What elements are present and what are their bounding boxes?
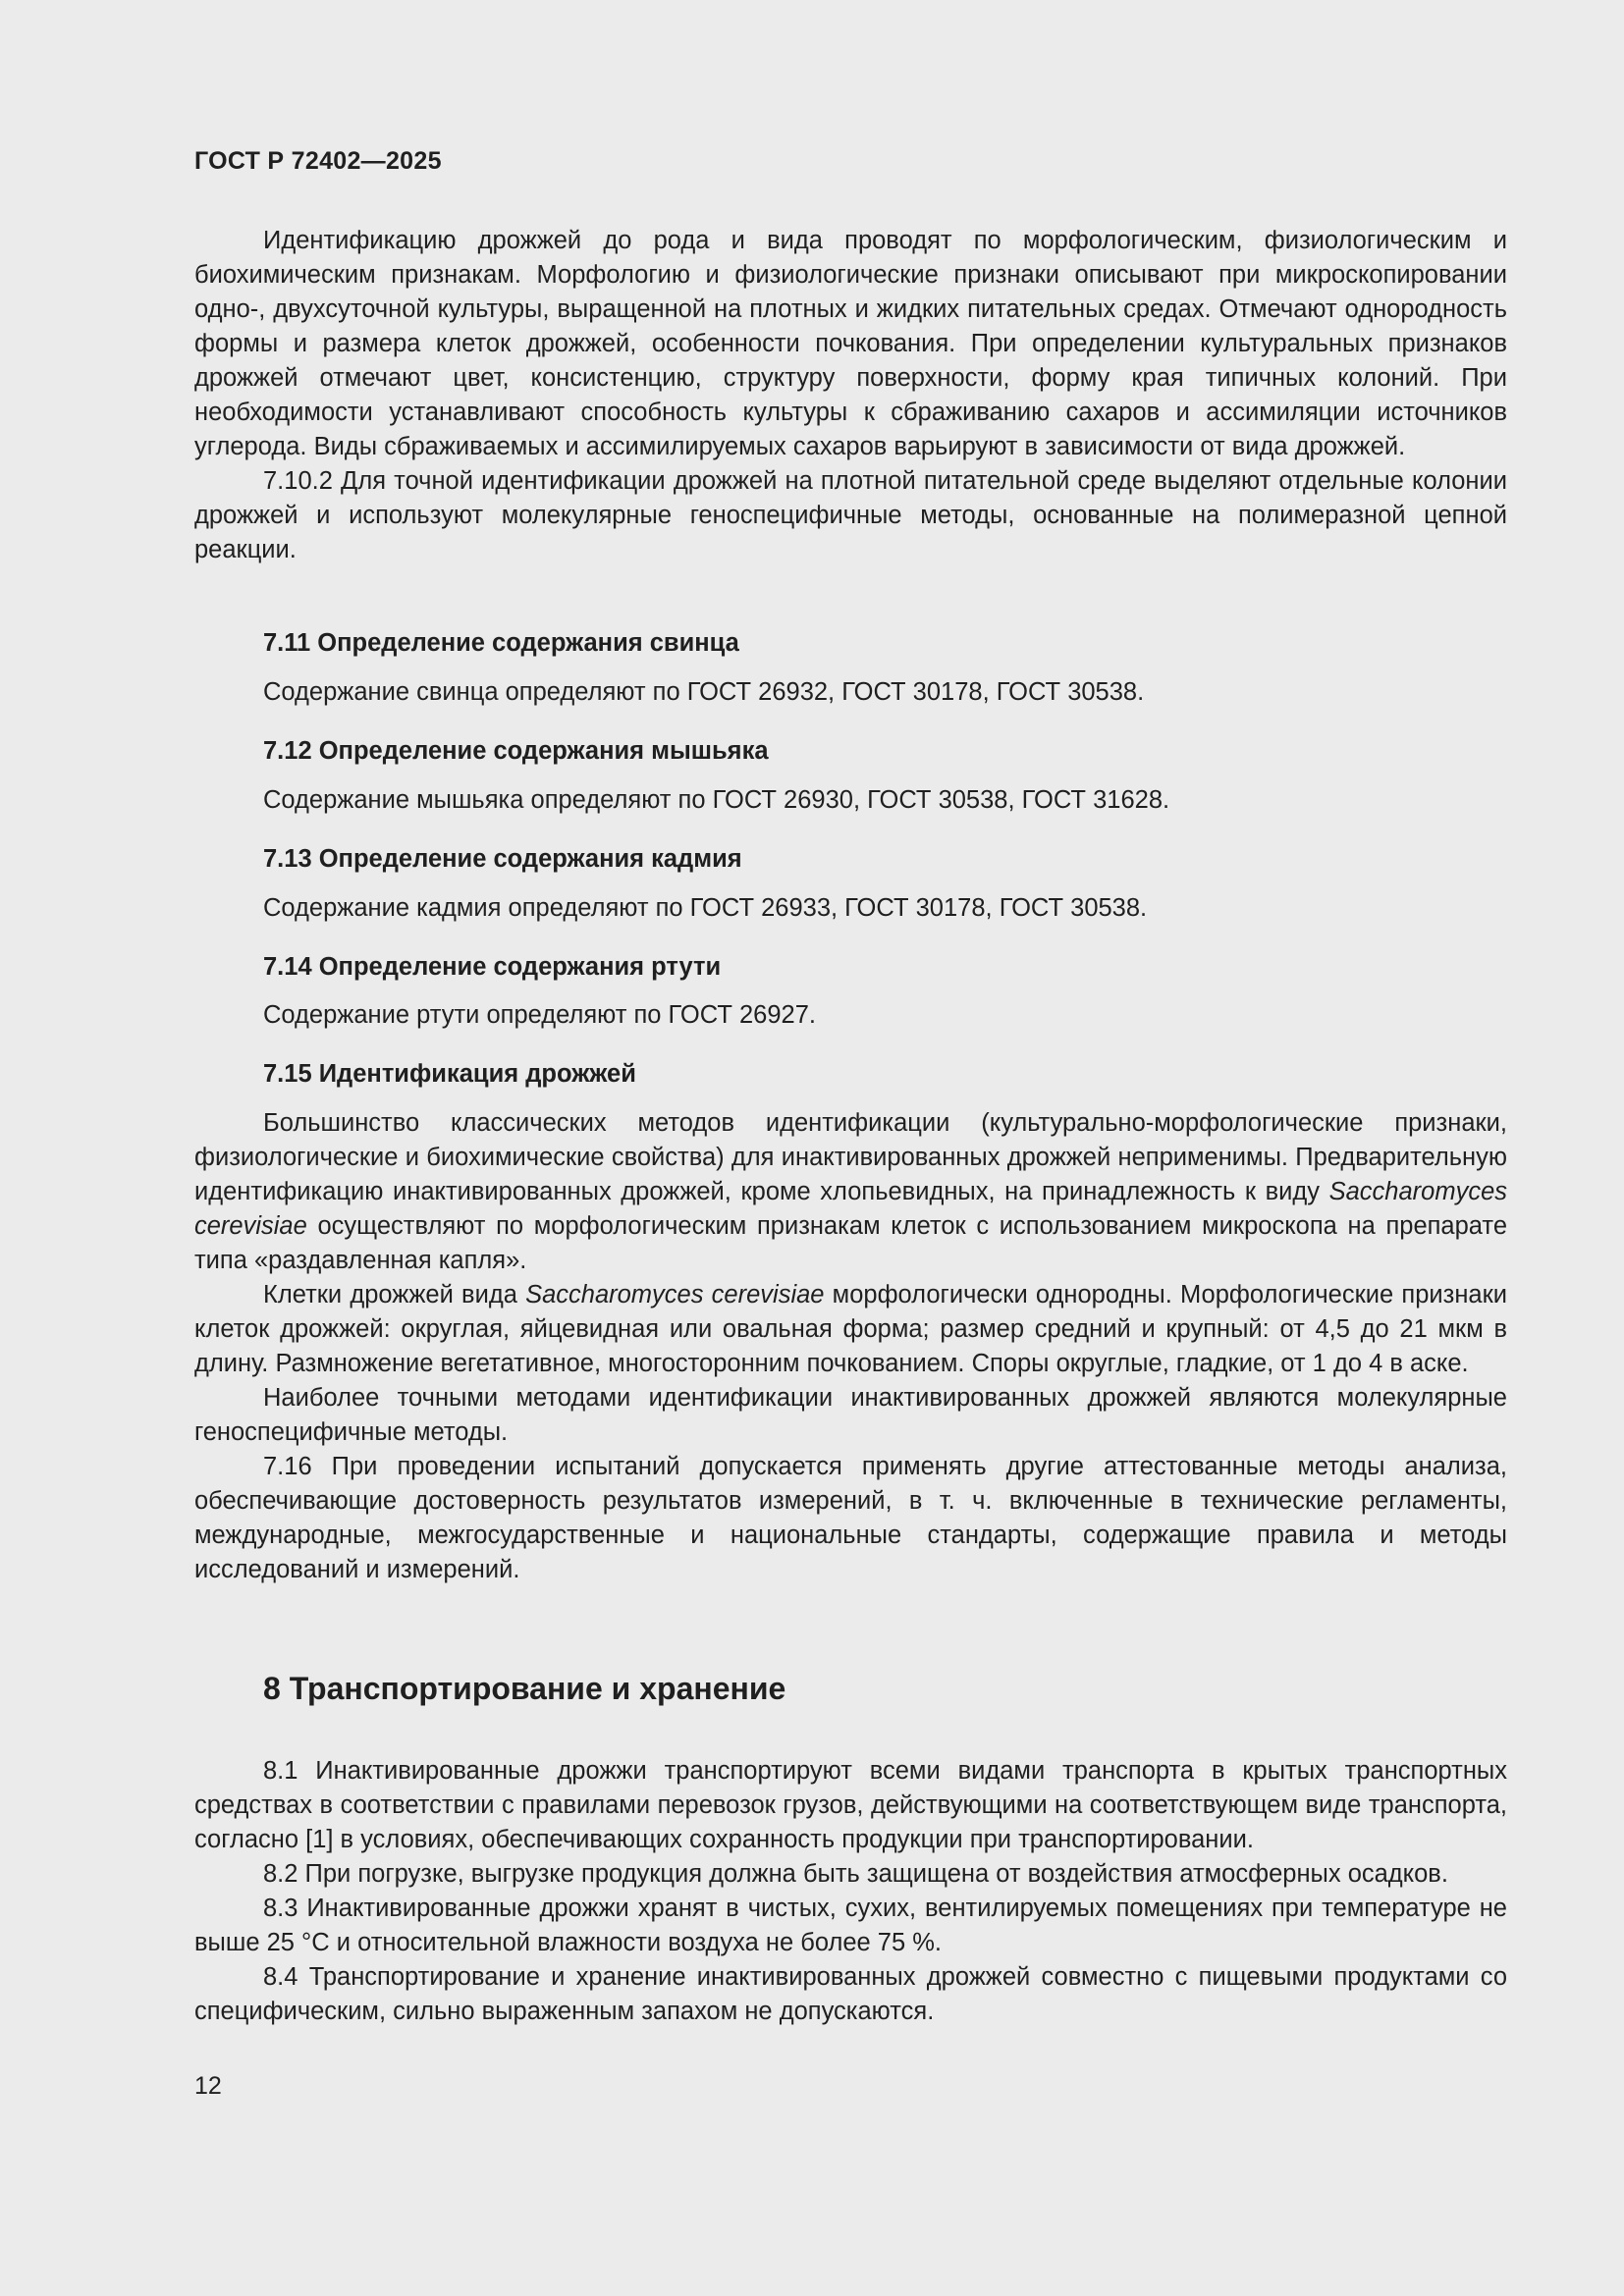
paragraph-8-1: 8.1 Инактивированные дрожжи транспортируют всеми видами транспорта в крытых транспортных средствах в соответствии с правилами перевозок грузов, действующими на соответствующем виде транспорта, согласно [1] в условиях, обеспечивающих сохранность продукции при транспортировании.	[194, 1757, 1507, 1853]
section-7-14-text: Содержание ртути определяют по ГОСТ 26927.	[263, 1001, 816, 1029]
paragraph-cell-morphology: Клетки дрожжей вида Saccharomyces cerevisiae морфологически однородны. Морфологические признаки клеток дрожжей: округлая, яйцевидная или овальная форма; размер средний и крупный: от 4,5 до 21 мкм в длину. Размножение вегетативное, многосторонним почкованием. Споры округлые, гладкие, от 1 до 4 в аске.	[194, 1281, 1507, 1377]
paragraph-molecular-methods: Наиболее точными методами идентификации инактивированных дрожжей являются молекулярные геноспецифичные методы.	[194, 1384, 1507, 1446]
section-7-15-heading: 7.15 Идентификация дрожжей	[263, 1060, 636, 1088]
section-7-11-heading: 7.11 Определение содержания свинца	[263, 629, 739, 657]
section-7-12-text: Содержание мышьяка определяют по ГОСТ 26930, ГОСТ 30538, ГОСТ 31628.	[263, 786, 1170, 814]
section-7-11-text: Содержание свинца определяют по ГОСТ 26932, ГОСТ 30178, ГОСТ 30538.	[263, 678, 1145, 706]
paragraph-8-2: 8.2 При погрузке, выгрузке продукция должна быть защищена от воздействия атмосферных осадков.	[263, 1860, 1448, 1888]
species-name: Saccharomyces cerevisiae	[194, 1178, 1507, 1240]
paragraph-7-10-2: 7.10.2 Для точной идентификации дрожжей на плотной питательной среде выделяют отдельные колонии дрожжей и используют молекулярные геноспецифичные методы, основанные на полимеразной цепной реакции.	[194, 467, 1507, 563]
paragraph-7-16: 7.16 При проведении испытаний допускается применять другие аттестованные методы анализа, обеспечивающие достоверность результатов измерений, в т. ч. включенные в технические регламенты, международные, межгосударственные и национальные стандарты, содержащие правила и методы исследований и измерений.	[194, 1453, 1507, 1583]
yeast-identification-text-block	[194, 224, 1507, 567]
document-code-header: ГОСТ Р 72402—2025	[194, 147, 442, 175]
species-name: Saccharomyces cerevisiae	[525, 1281, 825, 1308]
section-7-14-heading: 7.14 Определение содержания ртути	[263, 953, 722, 981]
paragraph-classical-methods: Большинство классических методов идентификации (культурально-морфологические признаки, физиологические и биохимические свойства) для инактивированных дрожжей неприменимы. Предварительную идентификацию инактивированных дрожжей, кроме хлопьевидных, на принадлежность к виду Saccharomyces cerevisiae осуществляют по морфологическим признакам клеток с использованием микроскопа на препарате типа «раздавленная капля».	[194, 1109, 1507, 1274]
chapter-8-heading: 8 Транспортирование и хранение	[263, 1671, 786, 1706]
section-7-12-heading: 7.12 Определение содержания мышьяка	[263, 737, 769, 765]
paragraph-identification-methods: Идентификацию дрожжей до рода и вида проводят по морфологическим, физиологическим и биохимическим признакам. Морфологию и физиологические признаки описывают при микроскопировании одно-, двухсуточной культуры, выращенной на плотных и жидких питательных средах. Отмечают однородность формы и размера клеток дрожжей, особенности почкования. При определении культуральных признаков дрожжей отмечают цвет, консистенцию, структуру поверхности, форму края типичных колоний. При необходимости устанавливают способность культуры к сбраживанию сахаров и ассимиляции источников углерода. Виды сбраживаемых и ассимилируемых сахаров варьируют в зависимости от вида дрожжей.	[194, 227, 1507, 460]
section-7-13-heading: 7.13 Определение содержания кадмия	[263, 845, 742, 873]
section-7-15-text-block	[194, 1106, 1507, 1587]
page-number: 12	[194, 2072, 222, 2100]
paragraph-8-3: 8.3 Инактивированные дрожжи хранят в чистых, сухих, вентилируемых помещениях при температуре не выше 25 °C и относительной влажности воздуха не более 75 %.	[194, 1895, 1507, 1956]
section-7-13-text: Содержание кадмия определяют по ГОСТ 26933, ГОСТ 30178, ГОСТ 30538.	[263, 894, 1148, 922]
paragraph-8-4: 8.4 Транспортирование и хранение инактивированных дрожжей совместно с пищевыми продуктами со специфическим, сильно выраженным запахом не допускаются.	[194, 1963, 1507, 2025]
chapter-8-text-block	[194, 1754, 1507, 2029]
